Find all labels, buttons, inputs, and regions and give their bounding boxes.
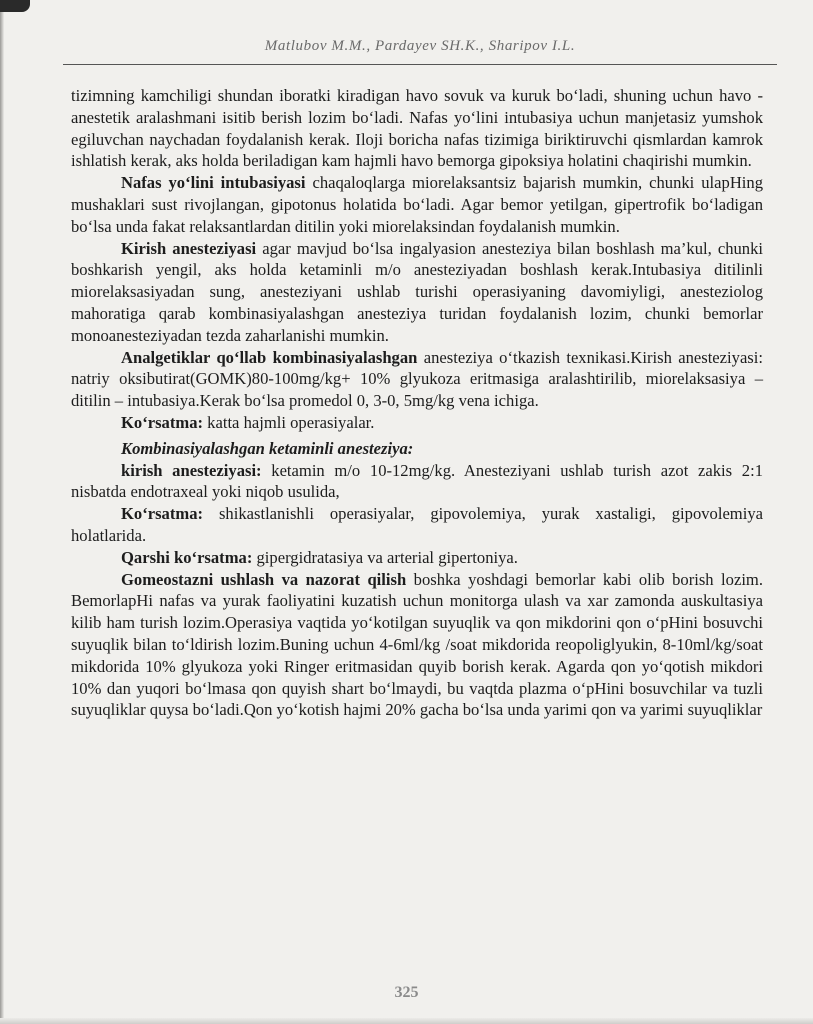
paragraph-text: gipergidratasiya va arterial gipertoniya. (252, 547, 518, 567)
paragraph-5 (71, 412, 763, 434)
paragraph-text: katta hajmli operasiyalar. (203, 412, 375, 432)
paragraph-text: shikastlanishli operasiyalar, gipovolemiya, yurak xastaligi, gipovolemiya holatlarida. (71, 504, 763, 545)
paragraph-4 (71, 347, 763, 412)
paragraph-lead: Qarshi ko‘rsatma: (121, 547, 253, 567)
paragraph-text: chaqaloqlarga miorelaksantsiz bajarish mumkin, chunki ulapHing mushaklari sust rivojlangan, gipotonus holatida bo‘ladi. Agar bemor yetilgan, gipertrofik bo‘ladigan bo‘lsa unda fakat relaksantlardan ditilin yoki miorelaksindan foydalanish mumkin. (71, 173, 764, 236)
paragraph-10 (71, 569, 763, 722)
paragraph-7 (71, 460, 763, 504)
scan-shadow-left (0, 0, 4, 1024)
paragraph-text: anesteziya o‘tkazish texnikasi.Kirish anesteziyasi: natriy oksibutirat(GOMK)80-100mg/kg+ 10% glyukoza eritmasiga aralashtirilib, miorelaksasiya – ditilin – intubasiya.Kerak bo‘lsa promedol 0, 3-0, 5mg/kg vena ichiga. (71, 347, 763, 411)
header-divider (63, 64, 777, 65)
running-header: Matlubov M.M., Pardayev SH.K., Sharipov I.L. (264, 38, 576, 54)
scan-shadow-bottom (0, 1018, 813, 1024)
paragraph-text: agar mavjud bo‘lsa ingalyasion anesteziya bilan boshlash ma’kul, chunki boshkarish yengil, aks holda ketaminli m/o anesteziyadan boshlash kerak.Intubasiya ditilinli miorelaksasiyadan sung, anesteziyani ushlab turishi operasiyaning davomiyligi, anesteziolog mahoratiga qarab kombinasiyalashgan anesteziya turidan foydalanish lozim, chunki bemorlar monoanesteziyadan tezda zaharlanishi mumkin. (71, 238, 763, 345)
section-heading (71, 438, 763, 460)
paragraph-8 (71, 503, 763, 547)
paragraph-lead: Kirish anesteziyasi (121, 238, 257, 258)
paragraph-3 (71, 238, 763, 347)
paragraph-lead: Analgetiklar qo‘llab kombinasiyalashgan (121, 347, 418, 367)
paragraph-lead: kirish anesteziyasi: (121, 460, 262, 480)
paragraph-2 (71, 172, 763, 237)
page-body (71, 85, 763, 721)
page-number: 325 (394, 984, 419, 1001)
scan-corner-shadow (0, 0, 30, 12)
paragraph-lead: Ko‘rsatma: (121, 504, 204, 524)
paragraph-lead: Nafas yo‘lini intubasiyasi (121, 173, 306, 193)
paragraph-text: boshka yoshdagi bemorlar kabi olib borish lozim. BemorlapHi nafas va yurak faoliyatini kuzatish uchun monitorga ulash va xar zamonda auskultasiya kilib ham turish lozim.Operasiya vaqtida yo‘kotilgan suyuqlik va qon mikdorini qon o‘pHini bosuvchi suyuqlik bilan to‘ldirish lozim.Buning uchun 4-6ml/kg /soat mikdorida reopoliglyukin, 8-10ml/kg/soat mikdorida 10% glyukoza yoki Ringer eritmasidan quyib borish kerak. Agarda qon yo‘qotish mikdori 10% dan yuqori bo‘lmasa qon quyish shart bo‘lmaydi, bu vaqtda plazma o‘pHini bosuvchilar va tuzli suyuqliklar quysa bo‘ladi.Qon yo‘kotish hajmi 20% gacha bo‘lsa unda yarimi qon va yarimi suyuqliklar (71, 569, 763, 720)
paragraph-lead: Gomeostazni ushlash va nazorat qilish (121, 569, 407, 589)
paragraph-1 (71, 85, 763, 172)
paragraph-text: tizimning kamchiligi shundan iboratki kiradigan havo sovuk va kuruk bo‘ladi, shuning uchun havo - anestetik aralashmani isitib berish lozim bo‘ladi. Nafas yo‘lini intubasiya uchun manjetasiz yumshok egiluvchan naychadan foydalanish kerak. Iloji boricha nafas tizimiga biriktiruvchi qismlardan kamrok ishlatish kerak, aks holda beriladigan kam hajmli havo bemorga gipoksiya holatini chaqirishi mumkin. (71, 86, 763, 171)
paragraph-9 (71, 547, 763, 569)
section-heading-text: Kombinasiyalashgan ketaminli anesteziya: (121, 438, 414, 458)
paragraph-lead: Ko‘rsatma: (121, 412, 204, 432)
paragraph-text: ketamin m/o 10-12mg/kg. Anesteziyani ushlab turish azot zakis 2:1 nisbatda endotraxeal yoki niqob usulida, (71, 460, 763, 502)
